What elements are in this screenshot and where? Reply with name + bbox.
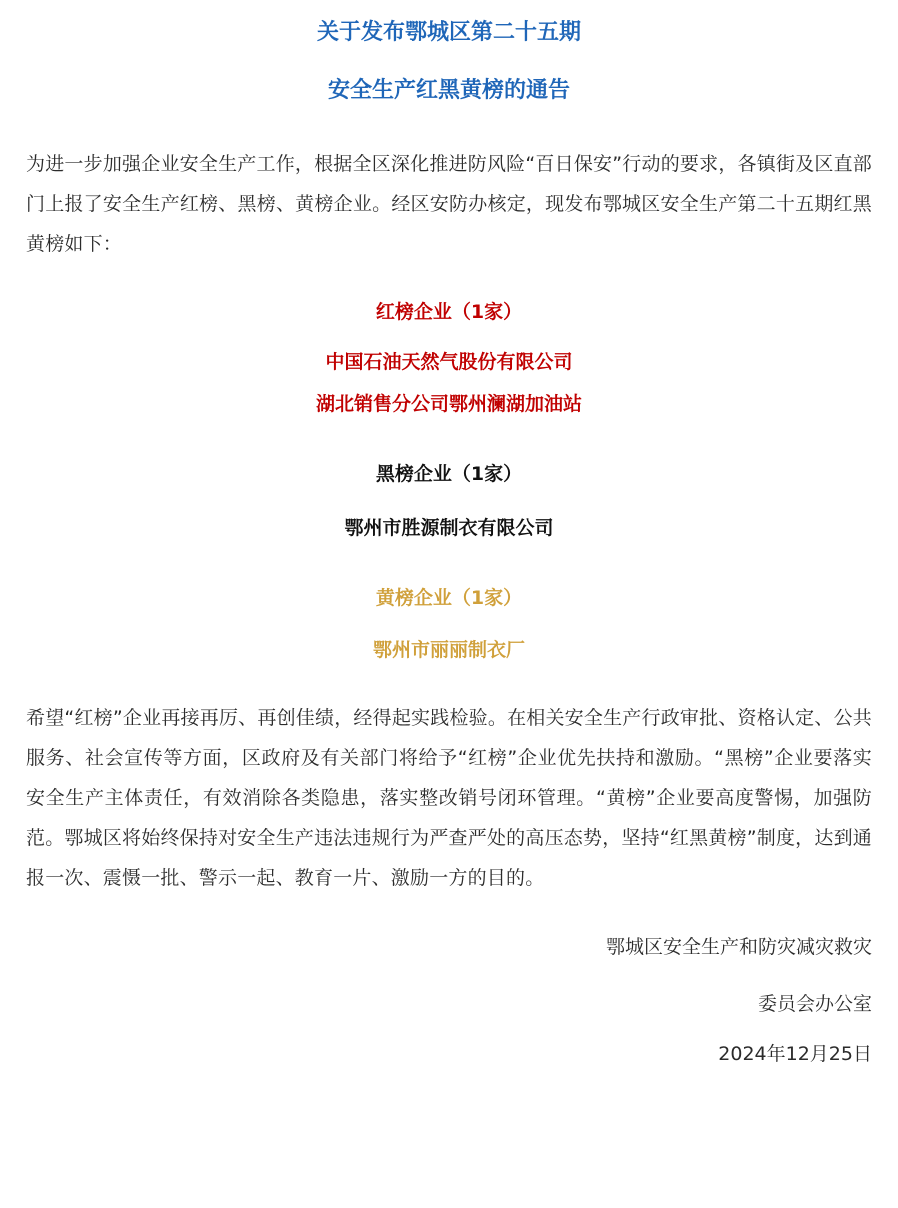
document-title-line-1: 关于发布鄂城区第二十五期 (316, 20, 581, 45)
black-list-heading: 黑榜企业（1家） (375, 463, 523, 485)
intro-paragraph: 为进一步加强企业安全生产工作，根据全区深化推进防风险“百日保安”行动的要求，各镇街及区直部门上报了安全生产红榜、黑榜、黄榜企业。经区安防办核定，现发布鄂城区安全生产第二十五期红黑黄榜如下： (26, 153, 872, 255)
signature-issuer-line-2: 委员会办公室 (757, 993, 872, 1015)
red-list-company-line-1: 中国石油天然气股份有限公司 (325, 351, 573, 373)
red-list-section (26, 292, 872, 424)
closing-paragraph: 希望“红榜”企业再接再厉、再创佳绩，经得起实践检验。在相关安全生产行政审批、资格认定、公共服务、社会宣传等方面，区政府及有关部门将给予“红榜”企业优先扶持和激励。“黑榜”企业要落实安全生产主体责任，有效消除各类隐患，落实整改销号闭环管理。“黄榜”企业要高度警惕，加强防范。鄂城区将始终保持对安全生产违法违规行为严查严处的高压态势，坚持“红黑黄榜”制度，达到通报一次、震慑一批、警示一起、教育一片、激励一方的目的。 (26, 707, 872, 889)
yellow-list-company: 鄂州市丽丽制衣厂 (372, 639, 525, 661)
signature-date: 2024年12月25日 (718, 1043, 872, 1065)
red-list-heading: 红榜企业（1家） (375, 301, 523, 323)
black-list-section (26, 454, 872, 548)
yellow-list-section (26, 578, 872, 670)
signature-block (26, 932, 872, 1069)
document-title-line-2: 安全生产红黑黄榜的通告 (327, 78, 570, 103)
yellow-list-heading: 黄榜企业（1家） (375, 587, 523, 609)
red-list-company-line-2: 湖北销售分公司鄂州澜湖加油站 (315, 393, 582, 415)
black-list-company: 鄂州市胜源制衣有限公司 (344, 517, 554, 539)
signature-issuer-line-1: 鄂城区安全生产和防灾减灾救灾 (605, 936, 872, 958)
